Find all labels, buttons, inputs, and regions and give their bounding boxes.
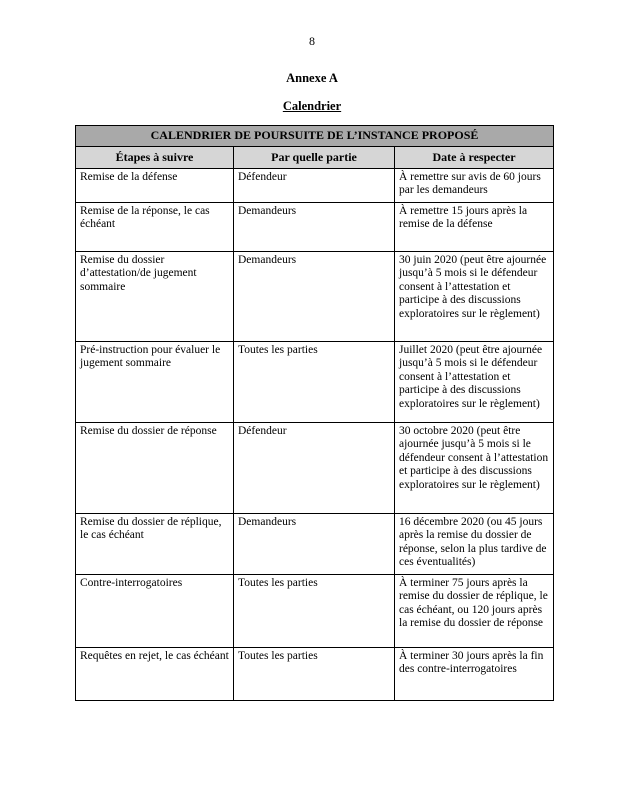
table-title-row bbox=[76, 126, 554, 147]
cell-partie: Toutes les parties bbox=[234, 575, 395, 648]
cell-date: À terminer 75 jours après la remise du dossier de réplique, le cas échéant, ou 120 jours après la remise du dossier de réponse bbox=[395, 575, 554, 648]
calendar-heading: Calendrier bbox=[282, 99, 342, 113]
cell-partie: Demandeurs bbox=[234, 252, 395, 342]
cell-etape: Pré-instruction pour évaluer le jugement sommaire bbox=[76, 342, 234, 423]
table-row bbox=[76, 203, 554, 252]
cell-date: À remettre 15 jours après la remise de la défense bbox=[395, 203, 554, 252]
page-number: 8 bbox=[309, 34, 315, 48]
cell-date: 16 décembre 2020 (ou 45 jours après la remise du dossier de réponse, selon la plus tardive de ces éventualités) bbox=[395, 514, 554, 575]
cell-partie: Défendeur bbox=[234, 169, 395, 203]
annex-heading: Annexe A bbox=[286, 71, 338, 85]
table-row bbox=[76, 648, 554, 701]
table-row bbox=[76, 423, 554, 514]
cell-etape: Remise du dossier de réponse bbox=[76, 423, 234, 514]
column-header: Par quelle partie bbox=[234, 147, 395, 169]
table-title: CALENDRIER DE POURSUITE DE L’INSTANCE PROPOSÉ bbox=[76, 126, 554, 147]
cell-partie: Défendeur bbox=[234, 423, 395, 514]
table-row bbox=[76, 252, 554, 342]
cell-date: Juillet 2020 (peut être ajournée jusqu’à 5 mois si le défendeur consent à l’attestation et participe à des discussions exploratoires sur le règlement) bbox=[395, 342, 554, 423]
column-header: Étapes à suivre bbox=[76, 147, 234, 169]
cell-date: 30 octobre 2020 (peut être ajournée jusqu’à 5 mois si le défendeur consent à l’attestation et participe à des discussions exploratoires sur le règlement) bbox=[395, 423, 554, 514]
cell-date: À terminer 30 jours après la fin des contre-interrogatoires bbox=[395, 648, 554, 701]
table-row bbox=[76, 514, 554, 575]
column-header: Date à respecter bbox=[395, 147, 554, 169]
cell-etape: Remise de la défense bbox=[76, 169, 234, 203]
cell-etape: Remise du dossier de réplique, le cas échéant bbox=[76, 514, 234, 575]
table-row bbox=[76, 342, 554, 423]
cell-date: 30 juin 2020 (peut être ajournée jusqu’à 5 mois si le défendeur consent à l’attestation et participe à des discussions exploratoires sur le règlement) bbox=[395, 252, 554, 342]
table-row bbox=[76, 575, 554, 648]
cell-date: À remettre sur avis de 60 jours par les demandeurs bbox=[395, 169, 554, 203]
table-header-row bbox=[76, 147, 554, 169]
cell-partie: Toutes les parties bbox=[234, 648, 395, 701]
cell-partie: Demandeurs bbox=[234, 514, 395, 575]
cell-etape: Requêtes en rejet, le cas échéant bbox=[76, 648, 234, 701]
table-row bbox=[76, 169, 554, 203]
cell-partie: Toutes les parties bbox=[234, 342, 395, 423]
cell-etape: Remise de la réponse, le cas échéant bbox=[76, 203, 234, 252]
schedule-table bbox=[75, 125, 554, 701]
cell-etape: Contre-interrogatoires bbox=[76, 575, 234, 648]
cell-partie: Demandeurs bbox=[234, 203, 395, 252]
cell-etape: Remise du dossier d’attestation/de jugement sommaire bbox=[76, 252, 234, 342]
